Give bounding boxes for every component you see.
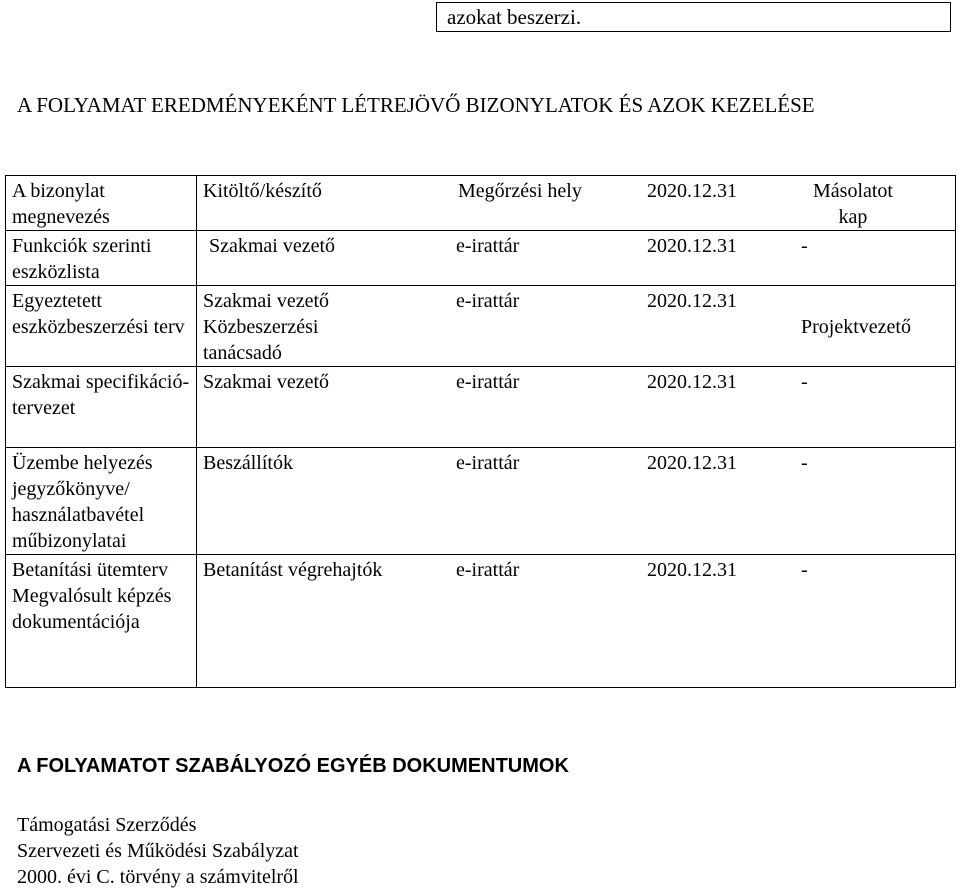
row-document-name: Üzembe helyezés jegyzőkönyve/ használatbavétel műbizonylatai [6, 448, 197, 555]
row-copy: - [801, 235, 808, 257]
row-filler: Betanítást végrehajtók [203, 559, 383, 581]
row-storage: e-irattár [456, 290, 520, 312]
row-copy: - [801, 371, 808, 393]
row-storage: e-irattár [456, 559, 520, 581]
section-title-documents: A FOLYAMAT EREDMÉNYEKÉNT LÉTREJÖVŐ BIZONYLATOK ÉS AZOK KEZELÉSE [17, 93, 815, 117]
header-document-name: A bizonylat megnevezés [6, 176, 197, 231]
row-document-name: Funkciók szerinti eszközlista [6, 231, 197, 286]
row-storage: e-irattár [456, 452, 520, 474]
row-copy: - [801, 559, 808, 581]
row-document-name: Szakmai specifikáció-tervezet [6, 367, 197, 448]
row-date: 2020.12.31 [647, 452, 737, 474]
list-item: 2000. évi C. törvény a számvitelről [17, 866, 299, 888]
row-filler: Beszállítók [203, 452, 293, 474]
continued-text: azokat beszerzi. [447, 5, 582, 29]
table-row [6, 555, 956, 688]
row-filler: Szakmai vezető [203, 371, 330, 393]
list-item: Támogatási Szerződés [17, 814, 197, 836]
section-title-regulations: A FOLYAMATOT SZABÁLYOZÓ EGYÉB DOKUMENTUMOK [17, 755, 569, 777]
documents-table [5, 175, 956, 688]
row-date: 2020.12.31 [647, 559, 737, 581]
header-storage: Megőrzési hely [458, 180, 582, 202]
row-document-name: Egyeztetett eszközbeszerzési terv [6, 286, 197, 367]
row-document-name: Betanítási ütemterv Megvalósult képzés dokumentációja [6, 555, 197, 688]
row-storage: e-irattár [456, 371, 520, 393]
table-row [6, 231, 956, 286]
table-header-row [6, 176, 956, 231]
header-copy: Másolatot kap [813, 180, 893, 228]
row-copy: Projektvezető [801, 316, 911, 338]
row-date: 2020.12.31 [647, 290, 737, 312]
row-storage: e-irattár [456, 235, 520, 257]
header-filler: Kitöltő/készítő [203, 180, 322, 202]
row-filler: Szakmai vezető Közbeszerzési tanácsadó [203, 290, 330, 364]
table-row [6, 367, 956, 448]
regulations-list [17, 812, 299, 890]
header-date: 2020.12.31 [647, 180, 737, 202]
table-row [6, 286, 956, 367]
list-item: Szervezeti és Működési Szabályzat [17, 840, 299, 862]
table-row [6, 448, 956, 555]
row-date: 2020.12.31 [647, 371, 737, 393]
row-date: 2020.12.31 [647, 235, 737, 257]
row-copy: - [801, 452, 808, 474]
continued-text-box [436, 2, 951, 32]
row-filler: Szakmai vezető [209, 235, 336, 257]
